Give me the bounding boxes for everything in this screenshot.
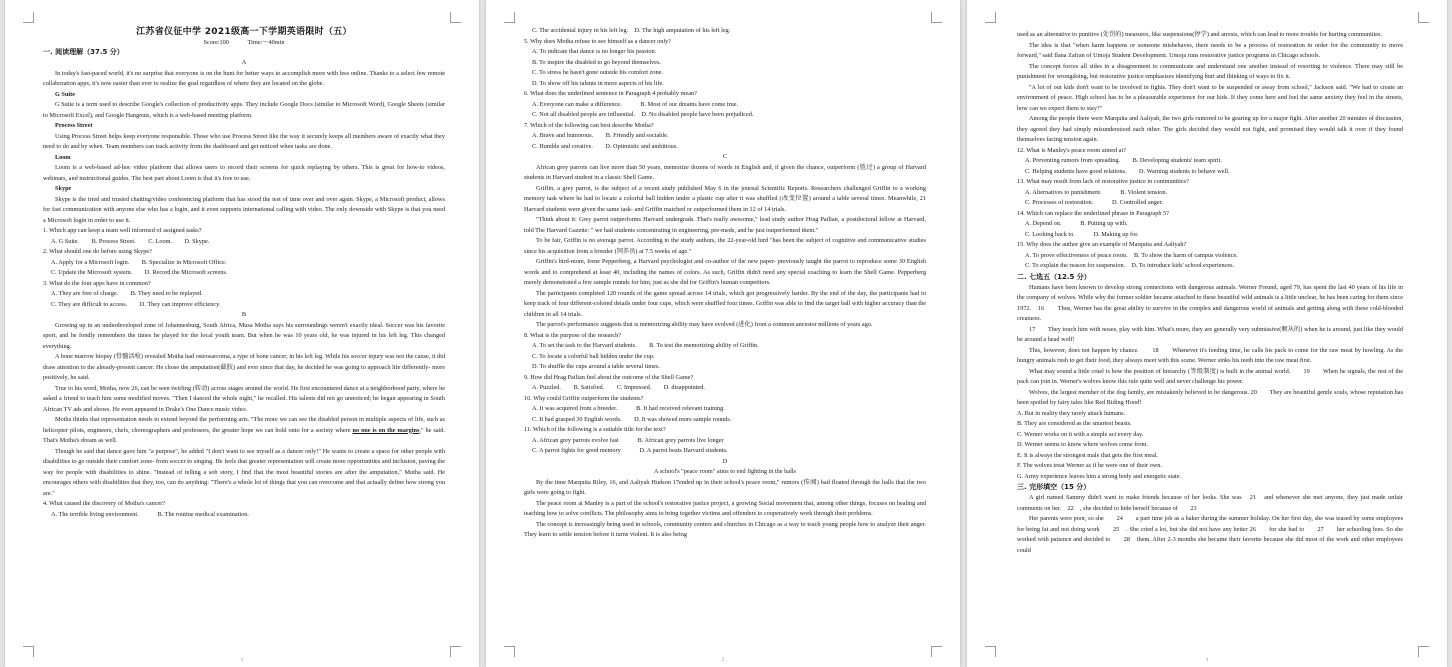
question-option: B. To inspire the disabled to go beyond themselves. [532,58,661,66]
question-options: A. Alternatives to punishment. B. Violent tension. [1025,188,1168,196]
question: 11. Which of the following is a suitable title for the text? [524,426,666,433]
question-options: A. Brave and humorous. B. Friendly and sociable. [532,132,669,139]
question-option: D. To shuffle the cups around a table several times. [532,363,660,370]
paragraph: True to his word, Motha, now 26, can be seen twirling (转动) across stages around the world. He first encountered dance at a neighborhood party, where he asked a friend to teach him some modified moves. "Then I danced the whole night," he recalled. His talents did not go unnoticed; he began appearing in South African TV ads and shows. He even appeared in Drake's One Dance music video. [43,384,445,413]
crop-mark [931,646,942,657]
crop-mark [1418,12,1429,23]
score-time-line: Score:100 Time:～40min [203,39,285,46]
subheading: Skype [55,185,72,192]
question-options: C. A parrot fights for good memory D. A parrot beats Harvard students. [532,447,728,454]
paragraph: The concept is increasingly being used in schools, community centers and churches in Chicago as a way to teach young people how to analyze their anger. They learn to settle tension before it turns violent. It is also being [524,520,926,538]
choice-option: C. Werner works on it with a simple act every day. [1017,430,1144,438]
question-options: A. It was acquired from a breeder. B. It had received relevant training. [532,405,725,412]
page-content [43,26,445,647]
document-page-2 [486,0,960,667]
document-page-1 [5,0,479,667]
passage-title: A school's "peace room" aims to end fighting in the halls [654,468,796,475]
subheading: Loom [55,153,71,161]
passage-letter: A [241,59,247,66]
paragraph: "Think about it: Grey parrot outperforms Harvard undergrads. That's really awesome," lead study author Hrag Pailian, a postdoctoral fellow at Harvard, told The Harvard Gazette: " we had students concentrating in engineering, pre-meds, and he just outperformed them." [524,216,926,234]
paragraph: By the time Marquita Riley, 16, and Aaliyah Hudson 17ended up in their school's peace room," rumors (传闻) had floated through the halls that the two girls were going to fight. [524,478,926,496]
question: 8. What is the purpose of the research? [524,331,622,339]
paragraph: Growing up in an underdeveloped zone of Johannesburg, South Africa, Musa Motha says his surroundings weren't exactly ideal. Soccer was his favorite sport, and he fondly remembers the times he played for the local youth team. But when he was 10 years old, he was injured in his left leg. This changed everything. [43,321,445,350]
question: 15. Why does the author give an example of Marquita and Aaliyah? [1017,241,1187,248]
question: 6. What does the underlined sentence in Paragraph 4 probably mean? [524,90,697,97]
paragraph: Among the people there were Marquita and Aaliyah, the two girls rumored to be gearing up for a major fight. After another 20 minutes of discussion, they agreed they had simply misunderstood each other. The girls decided they would not fight, and promised they would talk it over if they found themselves facing tension again. [1017,115,1403,143]
question-options: A. Puzzled. B. Satisfied. C. Impressed. D. disappointed. [532,384,705,391]
question-options: C. Not all disabled people are influential. D. No disabled people have been prejudiced. [532,111,754,118]
question-options: A. To set the task to the Harvard students. B. To test the memorizing ability of Griffin. [532,342,759,349]
question-options: C. Update the Microsoft system. D. Record the Microsoft screens. [51,269,228,276]
section-heading: 一. 阅读理解（37.5 分） [43,48,124,56]
question-options: A. Apply for a Microsoft login. B. Specialize in Microsoft Office. [51,258,227,266]
crop-mark [985,646,996,657]
passage-letter: B [241,311,247,318]
paragraph: Loom is a web-based ad-hoc video platform that allows users to record their screens for quick replaying by others. This is great for how-to videos, webinars, and instructional guides. The best part about Loom is that it's free to use. [43,164,445,182]
question-option: A. To indicate that dance is no longer his passion. [532,48,657,55]
question-options: A. To prove effectiveness of peace room. B. To show the harm of campus violence. [1025,251,1238,259]
crop-mark [504,12,515,23]
paragraph: Humans have been known to develop strong connections with dangerous animals. Werner Freund, aged 79, has spent the last 40 years of his life in the company of wolves. While why the former soldier became attached to these beautiful wild animals is a little unclear, he has been caring for them since 1972. 16 Thus, Werner has the great ability to survive in the complex and dangerous world of animals and getting along with these cold-blooded creatures. [1017,283,1403,322]
paragraph: The peace room at Manley is a part of the school's restorative justice project, a growing Social movement that, among other things, focuses on healing and teaching how to solve conflicts. The philosophy aims to bring together victims and offenders to cooperatively work through their problems. [524,499,926,517]
paragraph: Using Process Street helps keep everyone responsible. Those who use Process Street like the way it securely keeps all members aware of exactly what they need to do and by when. Team members can track activity from the dashboard and get noticed when tasks are done. [43,132,445,150]
paragraph: What may sound a little cruel is how the position of hierarchy (等级制度) is built in the animal world. 19 When he signals, the rest of the pack can join in. Werner's wolves know this rule quite well and never challenge his power. [1017,367,1403,385]
section-heading: 三. 完形填空（15 分） [1017,483,1091,491]
question-options: A. Preventing rumors from spreading. B. Developing students' team spirit. [1025,157,1222,164]
crop-mark [23,646,34,657]
question-options: C. Looking back to. D. Making up for. [1025,230,1139,238]
page-number: 3 [1205,658,1209,663]
page-number: 1 [240,658,244,663]
question: 9. How did Hrag Pailian feel about the outcome of the Shell Game? [524,373,694,381]
question: 3. What do the four apps have in common? [43,279,151,287]
question-options: A. G Suite. B. Process Street. C. Loom. D. Skype. [51,237,210,245]
choice-option: F. The wolves treat Werner as if he were one of their own. [1017,462,1162,469]
passage-letter: D [722,457,728,465]
paragraph: used as an alternative to punitive (处罚的) measures, like suspensions(停学) and arrests, which can lead to more trouble for hurting communities. [1017,31,1383,38]
question-options: A. African grey parrots evolve fast B. African grey parrots live longer [532,436,724,444]
question-options: C. Helping students have good relations. D. Warning students to behave well. [1025,167,1230,175]
paragraph: Wolves, the largest member of the dog family, are mistakenly believed to be dangerous. 20 They are beautiful gentle souls, whose reputation has been spoiled by fairy tales like Red Riding Hood! [1017,388,1403,406]
paragraph: In today's fast-paced world, it's no surprise that everyone is on the hunt for better ways to accomplish more with less online. Thanks to a select few remote collaboration apps, it's now easier than ever to realize the goal regardless of where they are located on the globe. [43,69,445,87]
choice-option: D. Werner seems to know where wolves come from. [1017,441,1148,448]
subheading: Process Street [55,122,93,129]
question-options: A. They are free of charge. B. They need to be replayed. [51,290,203,297]
crop-mark [504,646,515,657]
paragraph: The participants completed 120 rounds of the game spread across 14 trials, which got progressively harder. By the end of the day, the participants had to keep track of four different-colored details under four cups, which were shuffled four times. Griffin was able to find the target ball with higher accuracy than the children in all 14 trials. [524,289,926,318]
paragraph: 17 They touch him with noses, play with him. What's more, they are generally very submissive(顺从的) when he is around, just like they would be around a head wolf! [1017,325,1403,343]
question-options: C. Humble and creative. D. Optimistic and ambitious. [532,142,678,150]
question-options: C. Processes of restoration. D. Controlled anger. [1025,199,1163,206]
question: 2. What should one do before using Skype? [43,248,152,255]
paragraph: The parrot's performance suggests that is memorizing ability may have evolved (进化) from a common ancestor millions of years ago. [536,321,873,328]
paragraph: To be fair, Griffin is no average parrot. According to the study authors, the 22-year-old bird "has been the subject of cognitive and communicative studies since his acquisition from a breeder (饲养员) at 7.5 weeks of age." [524,237,926,255]
question: 14. Which can replace the underlined phrase in Paragraph 5? [1017,209,1169,217]
question-options: C. To explain the reason for suspension. D. To introduce kids' school experiences. [1025,262,1235,269]
paragraph: Griffin, a grey parrot, is the subject of a recent study published May 6 in the journal Scientific Reports. Researchers challenged Griffin to a working memory task where he had to locate a colorful ball hidden under a plastic cup after it was shuffled (改变位置) around a table several times. Meanwhile, 21 Harvard students were given the same task- and Griffin matched or outperformed them in 12 of 14 trials. [524,184,926,213]
paragraph: Skype is the tried and trusted chatting/video conferencing platform that has stood the test of time over and over again. Skype, a Microsoft product, allows for fast communication with anyone else who has a login, and it even supports international calling with video. The only downside with Skype is that you need a Microsoft login in order to use it. [43,195,445,224]
section-heading: 二. 七选五（12.5 分） [1017,272,1091,281]
question: 12. What is Manley's peace room aimed at? [1017,146,1126,154]
question-options: A. The terrible living environment. B. The routine medical examination. [51,510,249,518]
question-option: C. To locate a colorful ball hidden under the cup. [532,352,655,360]
question: 5. Why does Motha refuse to see himself as a dancer only? [524,37,672,45]
document-page-3 [967,0,1447,667]
paragraph [43,415,445,447]
page-number: 2 [721,658,725,663]
paragraph-text: ," he said. That's Motha's dream as well. [43,426,445,444]
crop-mark [23,12,34,23]
passage-letter: C [722,153,728,160]
paragraph: A girl named Sammy didn't want to make friends because of her looks. She was 21 and whenever she met anyone, they just made unfair comments on her. 22 , she decided to hide herself because of 23 [1017,494,1403,512]
paragraph: Griffin's bird-mom, Irene Pepperberg, a Harvard psychologist and co-author of the new paper- previously taught the parrot to reproduce some 30 English words and to comprehend at least 40, including the names of colors. As such, Griffin didn't need any special coaching to learn the Shell Game. Pepperberg merely demonstrated a few sample rounds for him, just as she did for Griffin's human competitors. [524,258,926,286]
subheading: G Suite [55,90,75,98]
question-option: D. To show off his talents in more aspects of his life. [532,79,664,87]
paragraph: The concept forces all sides in a disagreement to communicate and understand one another instead of resorting to violence. There may still be punishment for wrongdoing, but restorative justice emphasizes identifying hurt and thinking of ways to fix it. [1017,62,1403,80]
crop-mark [985,12,996,23]
question-options: C. The accidental injury in his left leg. D. The high amputation of his left leg. [532,27,731,34]
paragraph: G Suite is a term used to describe Google's collection of productivity apps. They include Google Docs (similar to Microsoft Word), Google Sheets (similar to Microsoft Excel), and Google Hangouts, which is a web-based meeting platform. [43,101,445,119]
choice-option: E. It is always the strongest male that gets the first meal. [1017,451,1159,459]
question-option: C. To stress he hasn't gone outside his comfort zone. [532,69,663,76]
page-content [1017,30,1403,647]
question-options: A. Everyone can make a difference. B. Most of our dreams have come true. [532,100,739,108]
page-content [524,26,926,647]
question: 4. What caused the discovery of Motha's cancer? [43,500,166,507]
crop-mark [931,12,942,23]
crop-mark [1418,646,1429,657]
question-options: C. It had grasped 30 English words. D. It was showed more sample rounds. [532,415,732,423]
paragraph-text: Motha thinks that representation needs to extend beyond the performing arts. "The more we can see the disabled person in multiple aspects of life, such as helicopter pilots, engineers, chefs, choreographers and professors, the greater hope we can hold onto for a society where [43,416,445,434]
paragraph: African grey parrots can live more than 50 years, memorize dozens of words in English and, if given the chance, outperform (胜过) a group of Harvard students in Harvard student in a classic Shell Game. [524,163,926,181]
paragraph: Her parents were poor, so she 24 a part time job as a baker during the summer holiday. On her first day, she was teased by some employees for being fat and not doing work 25 . She cried a lot, but she did not have any better 26 for she had to 27 her schooling fees. So she worked with patience and decided to 28 them. After 2-3 months she became their favorite because she did most of the work and other employees could [1017,515,1403,554]
question-options: A. Depend on. B. Putting up with. [1025,220,1128,227]
crop-mark [450,646,461,657]
choice-option: G. Army experience leaves him a strong body and energetic state. [1017,472,1182,480]
paragraph: A bone marrow biopsy (骨髓活检) revealed Motha had osteosarcoma, a type of bone cancer, in his left leg. While his soccer injury was not the cause, it did draw attention to the already-present cancer. He chose the amputation(截肢) and ever since that day, he decided he was going to approach life differently- more positively, he said. [43,353,445,381]
paragraph: This, however, does not happen by chance. 18 Whenever it's feeding time, he calls his pack to come for the raw meat by howling. As the hungry animals rush to get their food, they always meet with this scene. Werner sinks his teeth into the raw meat first. [1017,346,1403,364]
underlined-sentence: no one is on the margins [352,426,420,434]
question: 13. What may result from lack of restorative justice in communities? [1017,178,1189,185]
paragraph: "A lot of our kids don't want to be involved in fights. They don't want to be suspended or away from school," Jackson said. "We had to create an environment of peace. High school has to be a pleasurable experience for our kids. If they come here and feel the same anxiety they feel in the streets, how can we expect them to stay?" [1017,83,1403,112]
choice-option: A. But in reality they rarely attack humans. [1017,409,1126,417]
crop-mark [450,12,461,23]
paragraph: The idea is that "when harm happens or someone misbehaves, there needs to be a process of restoration in order for the community to move forward," said Ilana Zafran of Umoja Student Development. Umoja runs restorative justice programs in Chicago schools. [1017,41,1403,59]
question: 1. Which app can keep a team well informed of assigned tasks? [43,227,202,234]
document-title: 江苏省仪征中学 2021级高一下学期英语限时（五） [136,27,352,37]
paragraph: Though he said that dance gave him "a purpose", he added "I don't want to see myself as a dancer only!" He wants to create a space for other people with disabilities to go outside their comfort zone- from soccer to singing. He feels that greater representation will create more opportunities and inclusion, paving the way for people with disabilities to shine. "Instead of telling a sob story, I find that the most beautiful stories are after the amputation," Motha said. He encourages others with disabilities that they, too, can do anything: "There's a whole lot of things that you can overcome and that actually define how strong you are." [43,447,445,497]
question: 10. Why could Griffin outperform the students? [524,394,644,402]
question: 7. Which of the following can best describe Motha? [524,121,654,129]
choice-option: B. They are considered as the smartest beasts. [1017,420,1132,427]
question-options: C. They are difficult to access. D. They can improve efficiency. [51,300,221,308]
